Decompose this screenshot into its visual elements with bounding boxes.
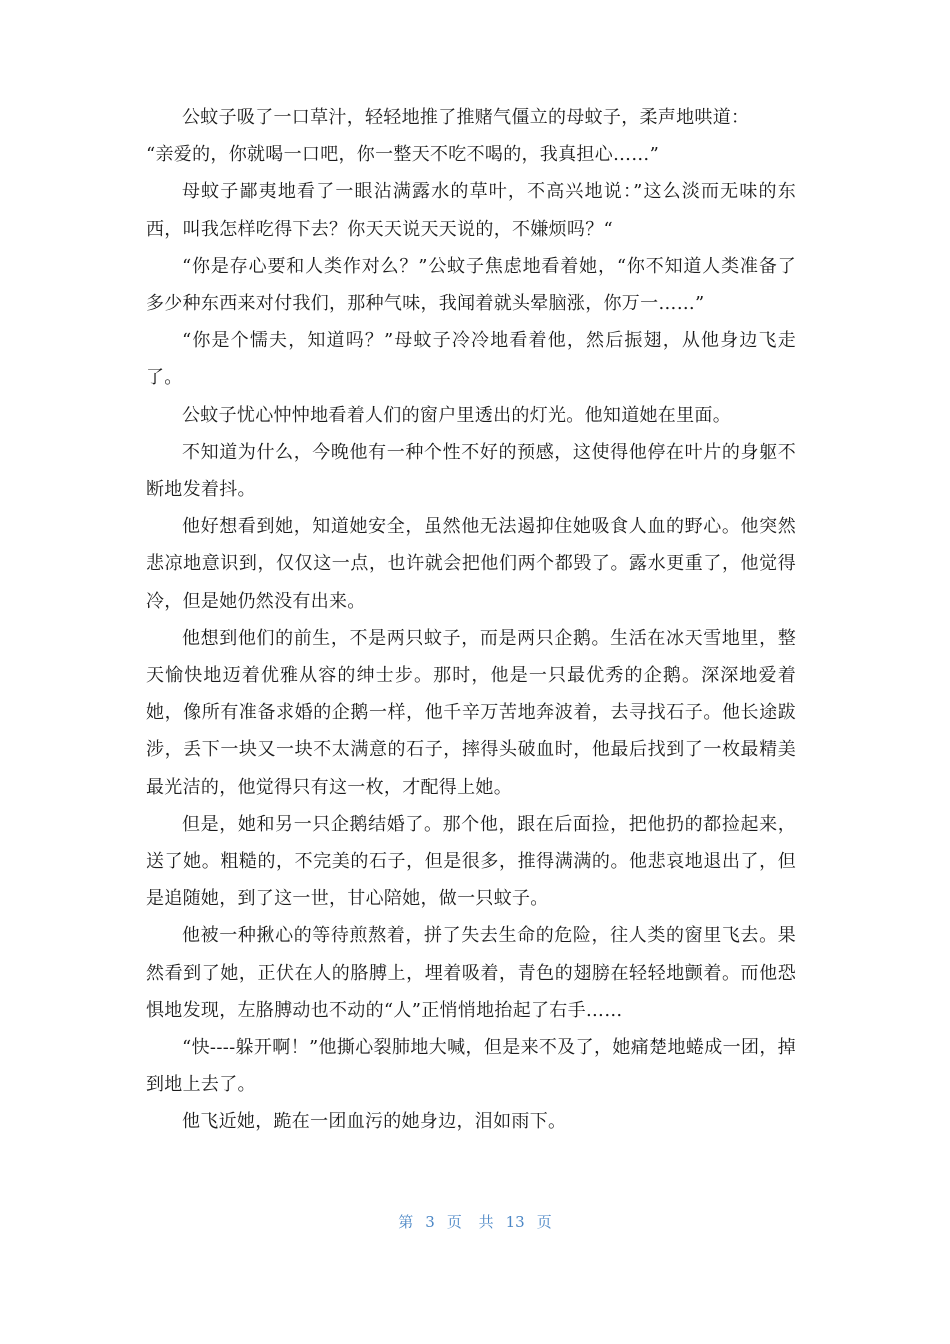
paragraph: “快----躲开啊！”他撕心裂肺地大喊，但是来不及了，她痛楚地蜷成一团，掉到地上去了。 xyxy=(146,1037,796,1096)
paragraph: “你是个懦夫，知道吗？”母蚊子冷冷地看着他，然后振翅，从他身边飞走了。 xyxy=(146,330,796,389)
paragraph: 母蚊子鄙夷地看了一眼沾满露水的草叶，不高兴地说：”这么淡而无味的东西，叫我怎样吃得下去？你天天说天天说的，不嫌烦吗？“ xyxy=(146,181,796,240)
footer-label-page: 第 xyxy=(398,1213,414,1231)
paragraph: 他想到他们的前生，不是两只蚊子，而是两只企鹅。生活在冰天雪地里，整天愉快地迈着优雅从容的绅士步。那时，他是一只最优秀的企鹅。深深地爱着她，像所有准备求婚的企鹅一样，他千辛万苦地奔波着，去寻找石子。他长途跋涉，丢下一块又一块不太满意的石子，摔得头破血时，他最后找到了一枚最精美最光洁的，他觉得只有这一枚，才配得上她。 xyxy=(146,627,796,798)
body-text xyxy=(146,99,796,1141)
current-page-number: 3 xyxy=(425,1213,435,1231)
paragraph: 他被一种揪心的等待煎熬着，拼了失去生命的危险，往人类的窗里飞去。果然看到了她，正伏在人的胳膊上，埋着吸着，青色的翅膀在轻轻地颤着。而他恐惧地发现，左胳膊动也不动的“人”正悄悄地抬起了右手…… xyxy=(146,925,796,1021)
paragraph: 他飞近她，跪在一团血污的她身边，泪如雨下。 xyxy=(182,1111,567,1133)
paragraph: 他好想看到她，知道她安全，虽然他无法遏抑住她吸食人血的野心。他突然悲凉地意识到，仅仅这一点，也许就会把他们两个都毁了。露水更重了，他觉得冷，但是她仍然没有出来。 xyxy=(146,516,796,612)
footer-label-pages: 页 xyxy=(536,1213,552,1231)
paragraph: “亲爱的，你就喝一口吧，你一整天不吃不喝的，我真担心……” xyxy=(146,144,660,166)
paragraph: 公蚊子忧心忡忡地看着人们的窗户里透出的灯光。他知道她在里面。 xyxy=(182,404,731,426)
paragraph: “你是存心要和人类作对么？”公蚊子焦虑地看着她，“你不知道人类准备了多少种东西来对付我们，那种气味，我闻着就头晕脑涨，你万一……” xyxy=(146,255,796,315)
page-footer xyxy=(0,1211,950,1232)
paragraph: 不知道为什么，今晚他有一种个性不好的预感，这使得他停在叶片的身躯不断地发着抖。 xyxy=(146,441,796,501)
total-pages-number: 13 xyxy=(505,1213,525,1231)
paragraph: 公蚊子吸了一口草汁，轻轻地推了推赌气僵立的母蚊子，柔声地哄道： xyxy=(182,107,750,128)
footer-label-of: 页 共 xyxy=(446,1213,494,1231)
paragraph: 但是，她和另一只企鹅结婚了。那个他，跟在后面捡，把他扔的都捡起来，送了她。粗糙的，不完美的石子，但是很多，推得满满的。他悲哀地退出了，但是追随她，到了这一世，甘心陪她，做一只蚊子。 xyxy=(146,813,796,910)
